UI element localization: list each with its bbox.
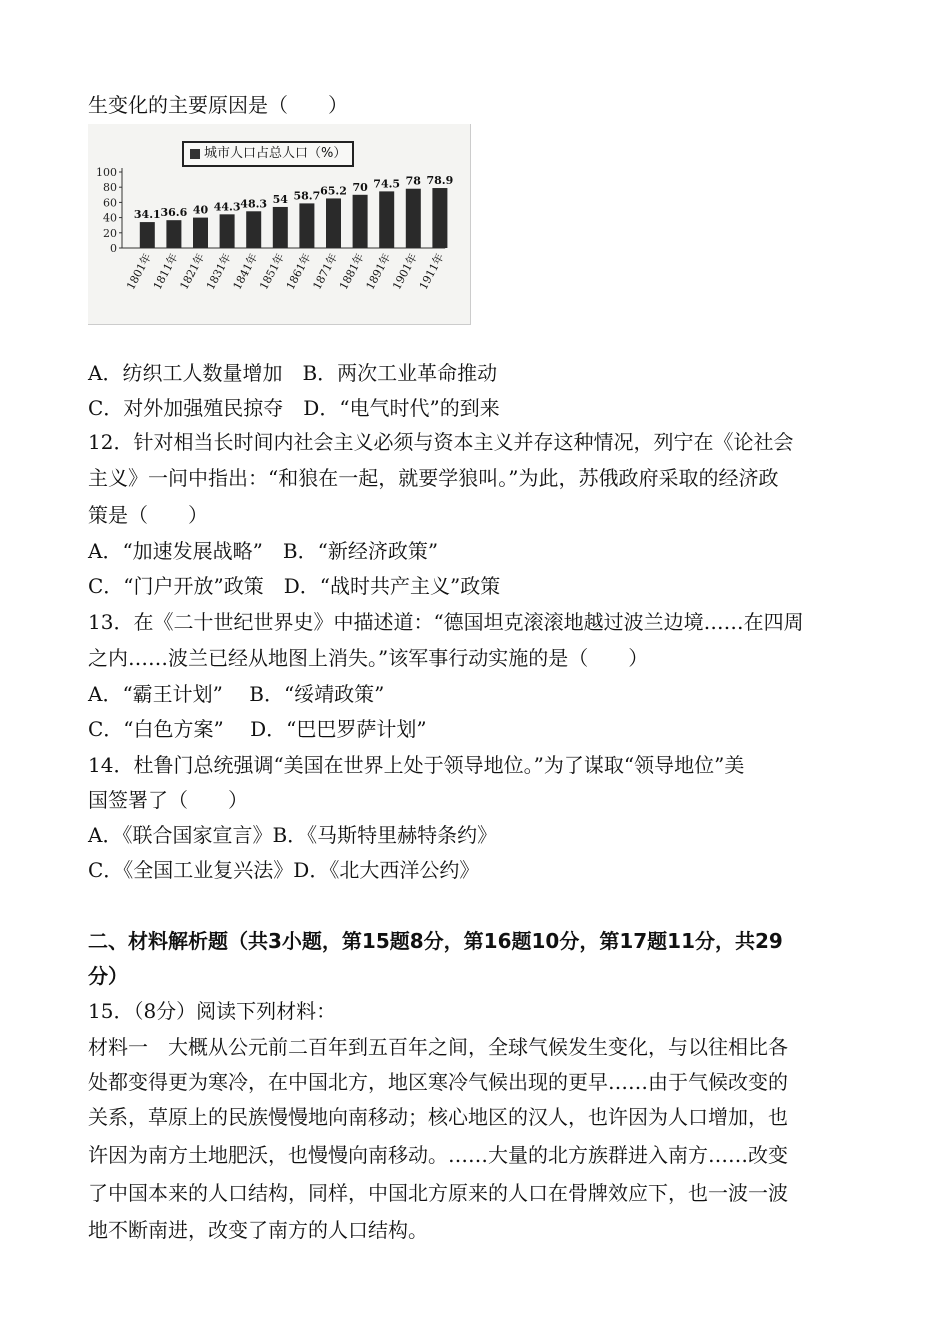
- x-tick-label: 1901年: [390, 251, 420, 292]
- data-label: 36.6: [160, 206, 188, 220]
- x-tick-label: 1871年: [310, 251, 341, 292]
- text-line: 之内……波兰已经从地图上消失。”该军事行动实施的是（ ）: [88, 646, 649, 670]
- x-tick-label: 1891年: [363, 251, 394, 292]
- text-line: 材料一 大概从公元前二百年到五百年之间，全球气候发生变化，与以往相比各: [88, 1035, 788, 1059]
- bar: [220, 214, 235, 248]
- data-label: 58.7: [293, 189, 321, 203]
- text-line: 生变化的主要原因是（ ）: [88, 93, 348, 117]
- data-label: 70: [352, 180, 368, 194]
- chart-title: [182, 141, 354, 167]
- text-line: 地不断南进，改变了南方的人口结构。: [88, 1218, 428, 1242]
- text-line: A．“霸王计划” B．“绥靖政策”: [88, 682, 385, 706]
- text-line: 13．在《二十世纪世界史》中描述道：“德国坦克滚滚地越过波兰边境……在四周: [88, 610, 804, 634]
- bar: [432, 188, 447, 248]
- data-label: 48.3: [240, 197, 268, 211]
- x-tick-label: 1851年: [257, 251, 287, 292]
- text-line: 策是（ ）: [88, 503, 208, 527]
- title-marker-icon: [190, 149, 200, 159]
- x-tick-label: 1801年: [124, 251, 154, 292]
- data-label: 65.2: [320, 184, 347, 198]
- bar: [193, 218, 208, 248]
- text-line: C．“门户开放”政策 D．“战时共产主义”政策: [88, 574, 501, 598]
- data-label: 54: [272, 192, 288, 206]
- text-line: 主义》一问中指出：“和狼在一起，就要学狼叫。”为此，苏俄政府采取的经济政: [88, 466, 779, 490]
- bar: [246, 211, 261, 248]
- bar: [140, 222, 155, 248]
- x-tick-label: 1881年: [336, 251, 367, 292]
- text-line: A．《联合国家宣言》B．《马斯特里赫特条约》: [88, 823, 498, 847]
- data-label: 44.3: [213, 200, 241, 214]
- data-label: 78: [405, 174, 421, 188]
- data-label: 34.1: [133, 208, 161, 222]
- bar: [166, 220, 181, 248]
- text-line: 二、材料解析题（共3小题，第15题8分，第16题10分，第17题11分，共29: [88, 929, 783, 953]
- bar: [299, 203, 314, 248]
- text-line: 分）: [88, 964, 128, 988]
- x-tick-label: 1831年: [203, 251, 234, 292]
- x-tick-label: 1821年: [177, 251, 208, 292]
- text-line: 12．针对相当长时间内社会主义必须与资本主义并存这种情况，列宁在《论社会: [88, 430, 794, 454]
- data-label: 40: [192, 203, 209, 217]
- x-tick-label: 1811年: [150, 251, 181, 292]
- text-line: 了中国本来的人口结构，同样，中国北方原来的人口在骨牌效应下，也一波一波: [88, 1181, 788, 1205]
- bar: [379, 191, 394, 248]
- x-tick-label: 1841年: [230, 251, 261, 292]
- bar: [326, 198, 341, 248]
- chart-title-text: 城市人口占总人口（%）: [204, 146, 347, 161]
- text-line: 15．（8分）阅读下列材料：: [88, 999, 337, 1023]
- bar: [273, 207, 288, 248]
- y-tick-label: 40: [103, 211, 117, 225]
- bar: [353, 195, 368, 248]
- text-line: C．对外加强殖民掠夺 D．“电气时代”的到来: [88, 396, 500, 420]
- y-tick-label: 100: [96, 166, 117, 179]
- x-tick-label: 1911年: [416, 251, 447, 292]
- x-tick-label: 1861年: [283, 251, 314, 292]
- data-label: 74.5: [373, 177, 401, 191]
- text-line: 14．杜鲁门总统强调“美国在世界上处于领导地位。”为了谋取“领导地位”美: [88, 753, 745, 777]
- text-line: 许因为南方土地肥沃，也慢慢向南移动。……大量的北方族群进入南方……改变: [88, 1143, 788, 1167]
- urban-population-chart: [88, 124, 471, 325]
- y-tick-label: 80: [103, 181, 117, 195]
- data-label: 78.9: [426, 174, 454, 188]
- y-tick-label: 20: [103, 226, 117, 240]
- text-line: A．“加速发展战略” B．“新经济政策”: [88, 539, 439, 563]
- text-line: 关系，草原上的民族慢慢地向南移动；核心地区的汉人，也许因为人口增加，也: [88, 1105, 788, 1129]
- bar: [406, 189, 421, 248]
- text-line: 国签署了（ ）: [88, 788, 248, 812]
- text-line: C．“白色方案” D．“巴巴罗萨计划”: [88, 717, 427, 741]
- y-tick-label: 0: [110, 242, 117, 255]
- text-line: 处都变得更为寒冷，在中国北方，地区寒冷气候出现的更早……由于气候改变的: [88, 1070, 788, 1094]
- text-line: A．纺织工人数量增加 B．两次工业革命推动: [88, 361, 498, 385]
- text-line: C．《全国工业复兴法》D．《北大西洋公约》: [88, 858, 480, 882]
- y-tick-label: 60: [103, 196, 117, 210]
